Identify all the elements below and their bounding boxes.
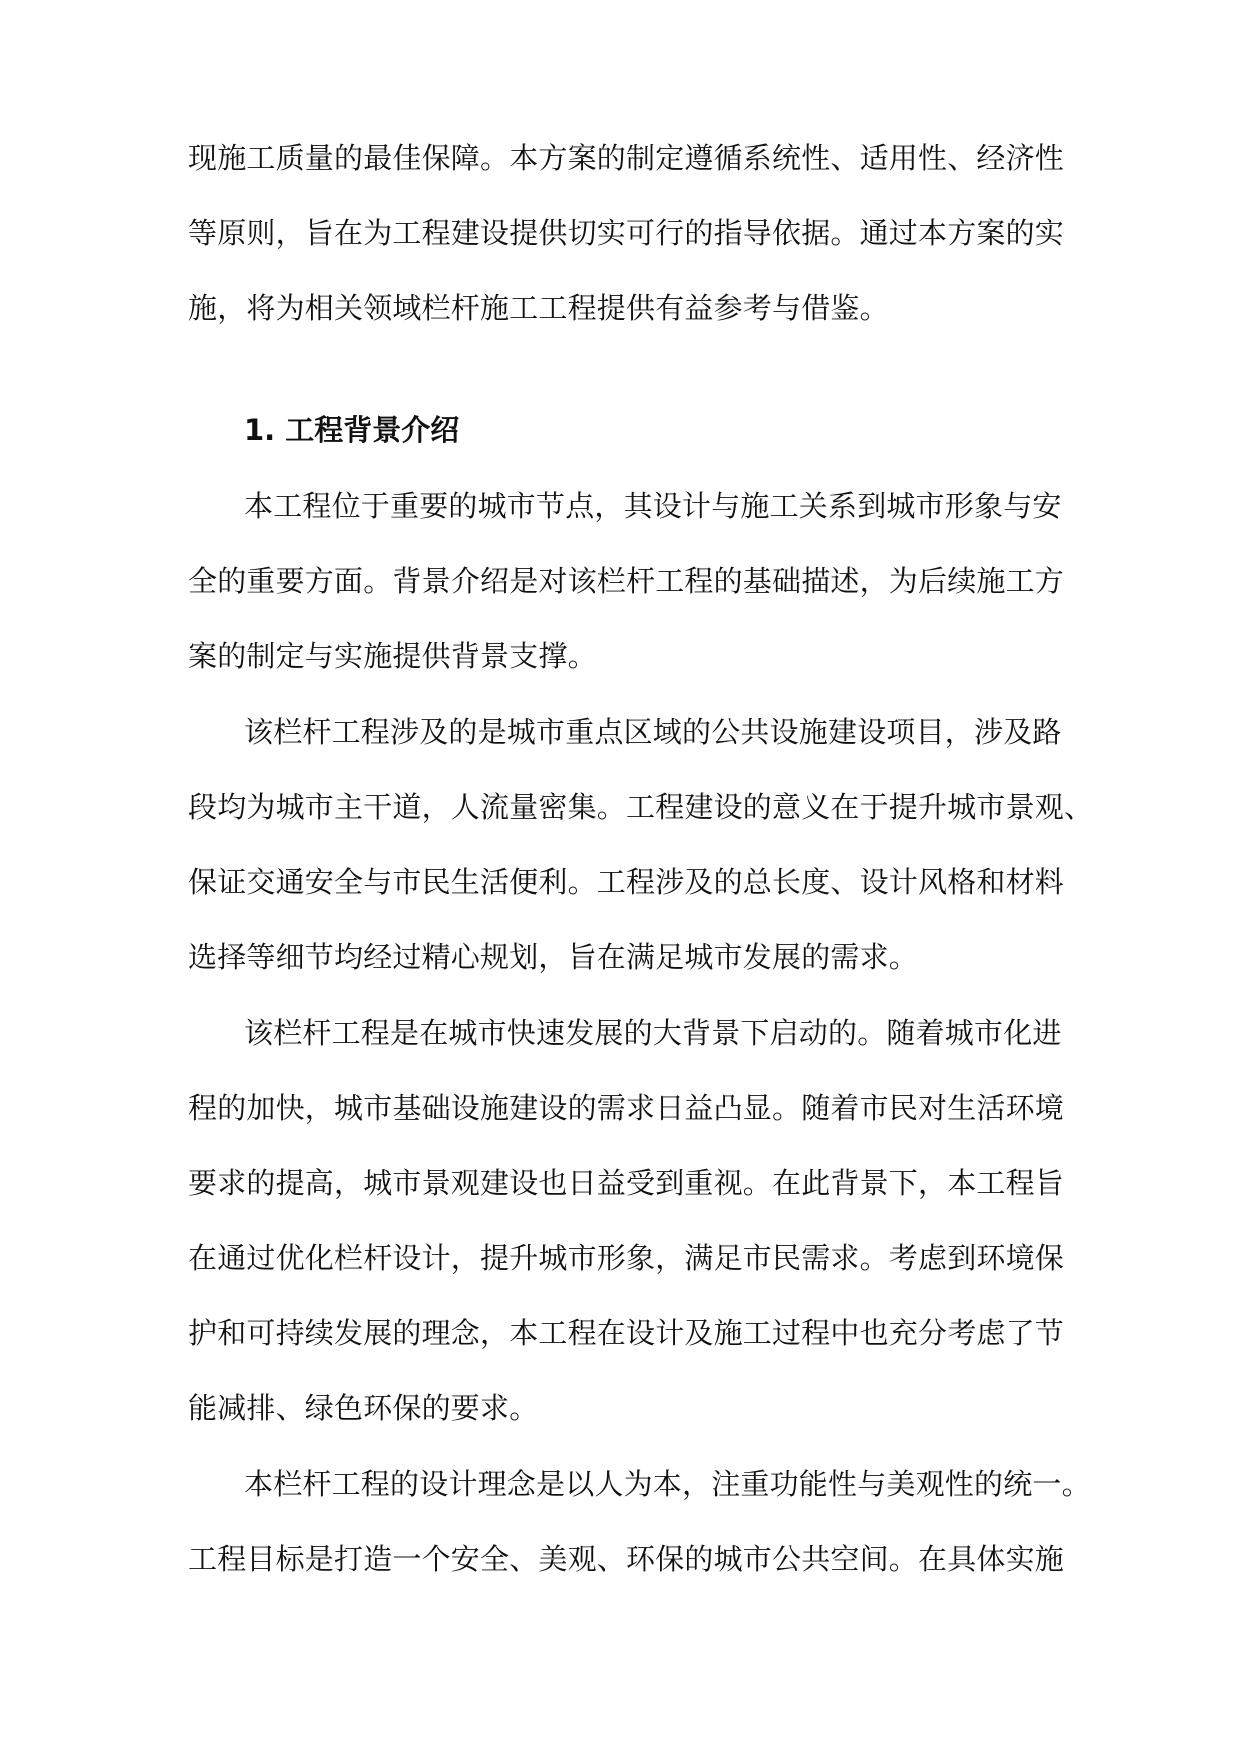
paragraph-3-line-2: 程的加快，城市基础设施建设的需求日益凸显。随着市民对生活环境 bbox=[188, 1091, 1065, 1125]
paragraph-1-line-3: 案的制定与实施提供背景支撑。 bbox=[188, 639, 597, 673]
paragraph-3-line-4: 在通过优化栏杆设计，提升城市形象，满足市民需求。考虑到环境保 bbox=[188, 1241, 1065, 1275]
intro-line-3: 施，将为相关领域栏杆施工工程提供有益参考与借鉴。 bbox=[188, 291, 889, 325]
paragraph-2-line-1: 该栏杆工程涉及的是城市重点区域的公共设施建设项目，涉及路 bbox=[244, 715, 1062, 749]
paragraph-3-line-1: 该栏杆工程是在城市快速发展的大背景下启动的。随着城市化进 bbox=[244, 1016, 1062, 1050]
paragraph-3-line-5: 护和可持续发展的理念，本工程在设计及施工过程中也充分考虑了节 bbox=[188, 1316, 1065, 1350]
paragraph-2-line-4: 选择等细节均经过精心规划，旨在满足城市发展的需求。 bbox=[188, 940, 919, 974]
paragraph-2-line-2: 段均为城市主干道，人流量密集。工程建设的意义在于提升城市景观、 bbox=[188, 790, 1094, 824]
paragraph-2-line-3: 保证交通安全与市民生活便利。工程涉及的总长度、设计风格和材料 bbox=[188, 865, 1065, 899]
paragraph-4-line-1: 本栏杆工程的设计理念是以人为本，注重功能性与美观性的统一。 bbox=[244, 1467, 1091, 1501]
paragraph-3-line-3: 要求的提高，城市景观建设也日益受到重视。在此背景下，本工程旨 bbox=[188, 1166, 1065, 1200]
intro-line-1: 现施工质量的最佳保障。本方案的制定遵循系统性、适用性、经济性 bbox=[188, 141, 1065, 175]
paragraph-1-line-2: 全的重要方面。背景介绍是对该栏杆工程的基础描述，为后续施工方 bbox=[188, 564, 1065, 598]
paragraph-1-line-1: 本工程位于重要的城市节点，其设计与施工关系到城市形象与安 bbox=[244, 489, 1062, 523]
paragraph-3-line-6: 能减排、绿色环保的要求。 bbox=[188, 1391, 539, 1425]
section-heading: 1. 工程背景介绍 bbox=[244, 413, 460, 447]
intro-line-2: 等原则，旨在为工程建设提供切实可行的指导依据。通过本方案的实 bbox=[188, 216, 1065, 250]
paragraph-4-line-2: 工程目标是打造一个安全、美观、环保的城市公共空间。在具体实施 bbox=[188, 1542, 1065, 1576]
